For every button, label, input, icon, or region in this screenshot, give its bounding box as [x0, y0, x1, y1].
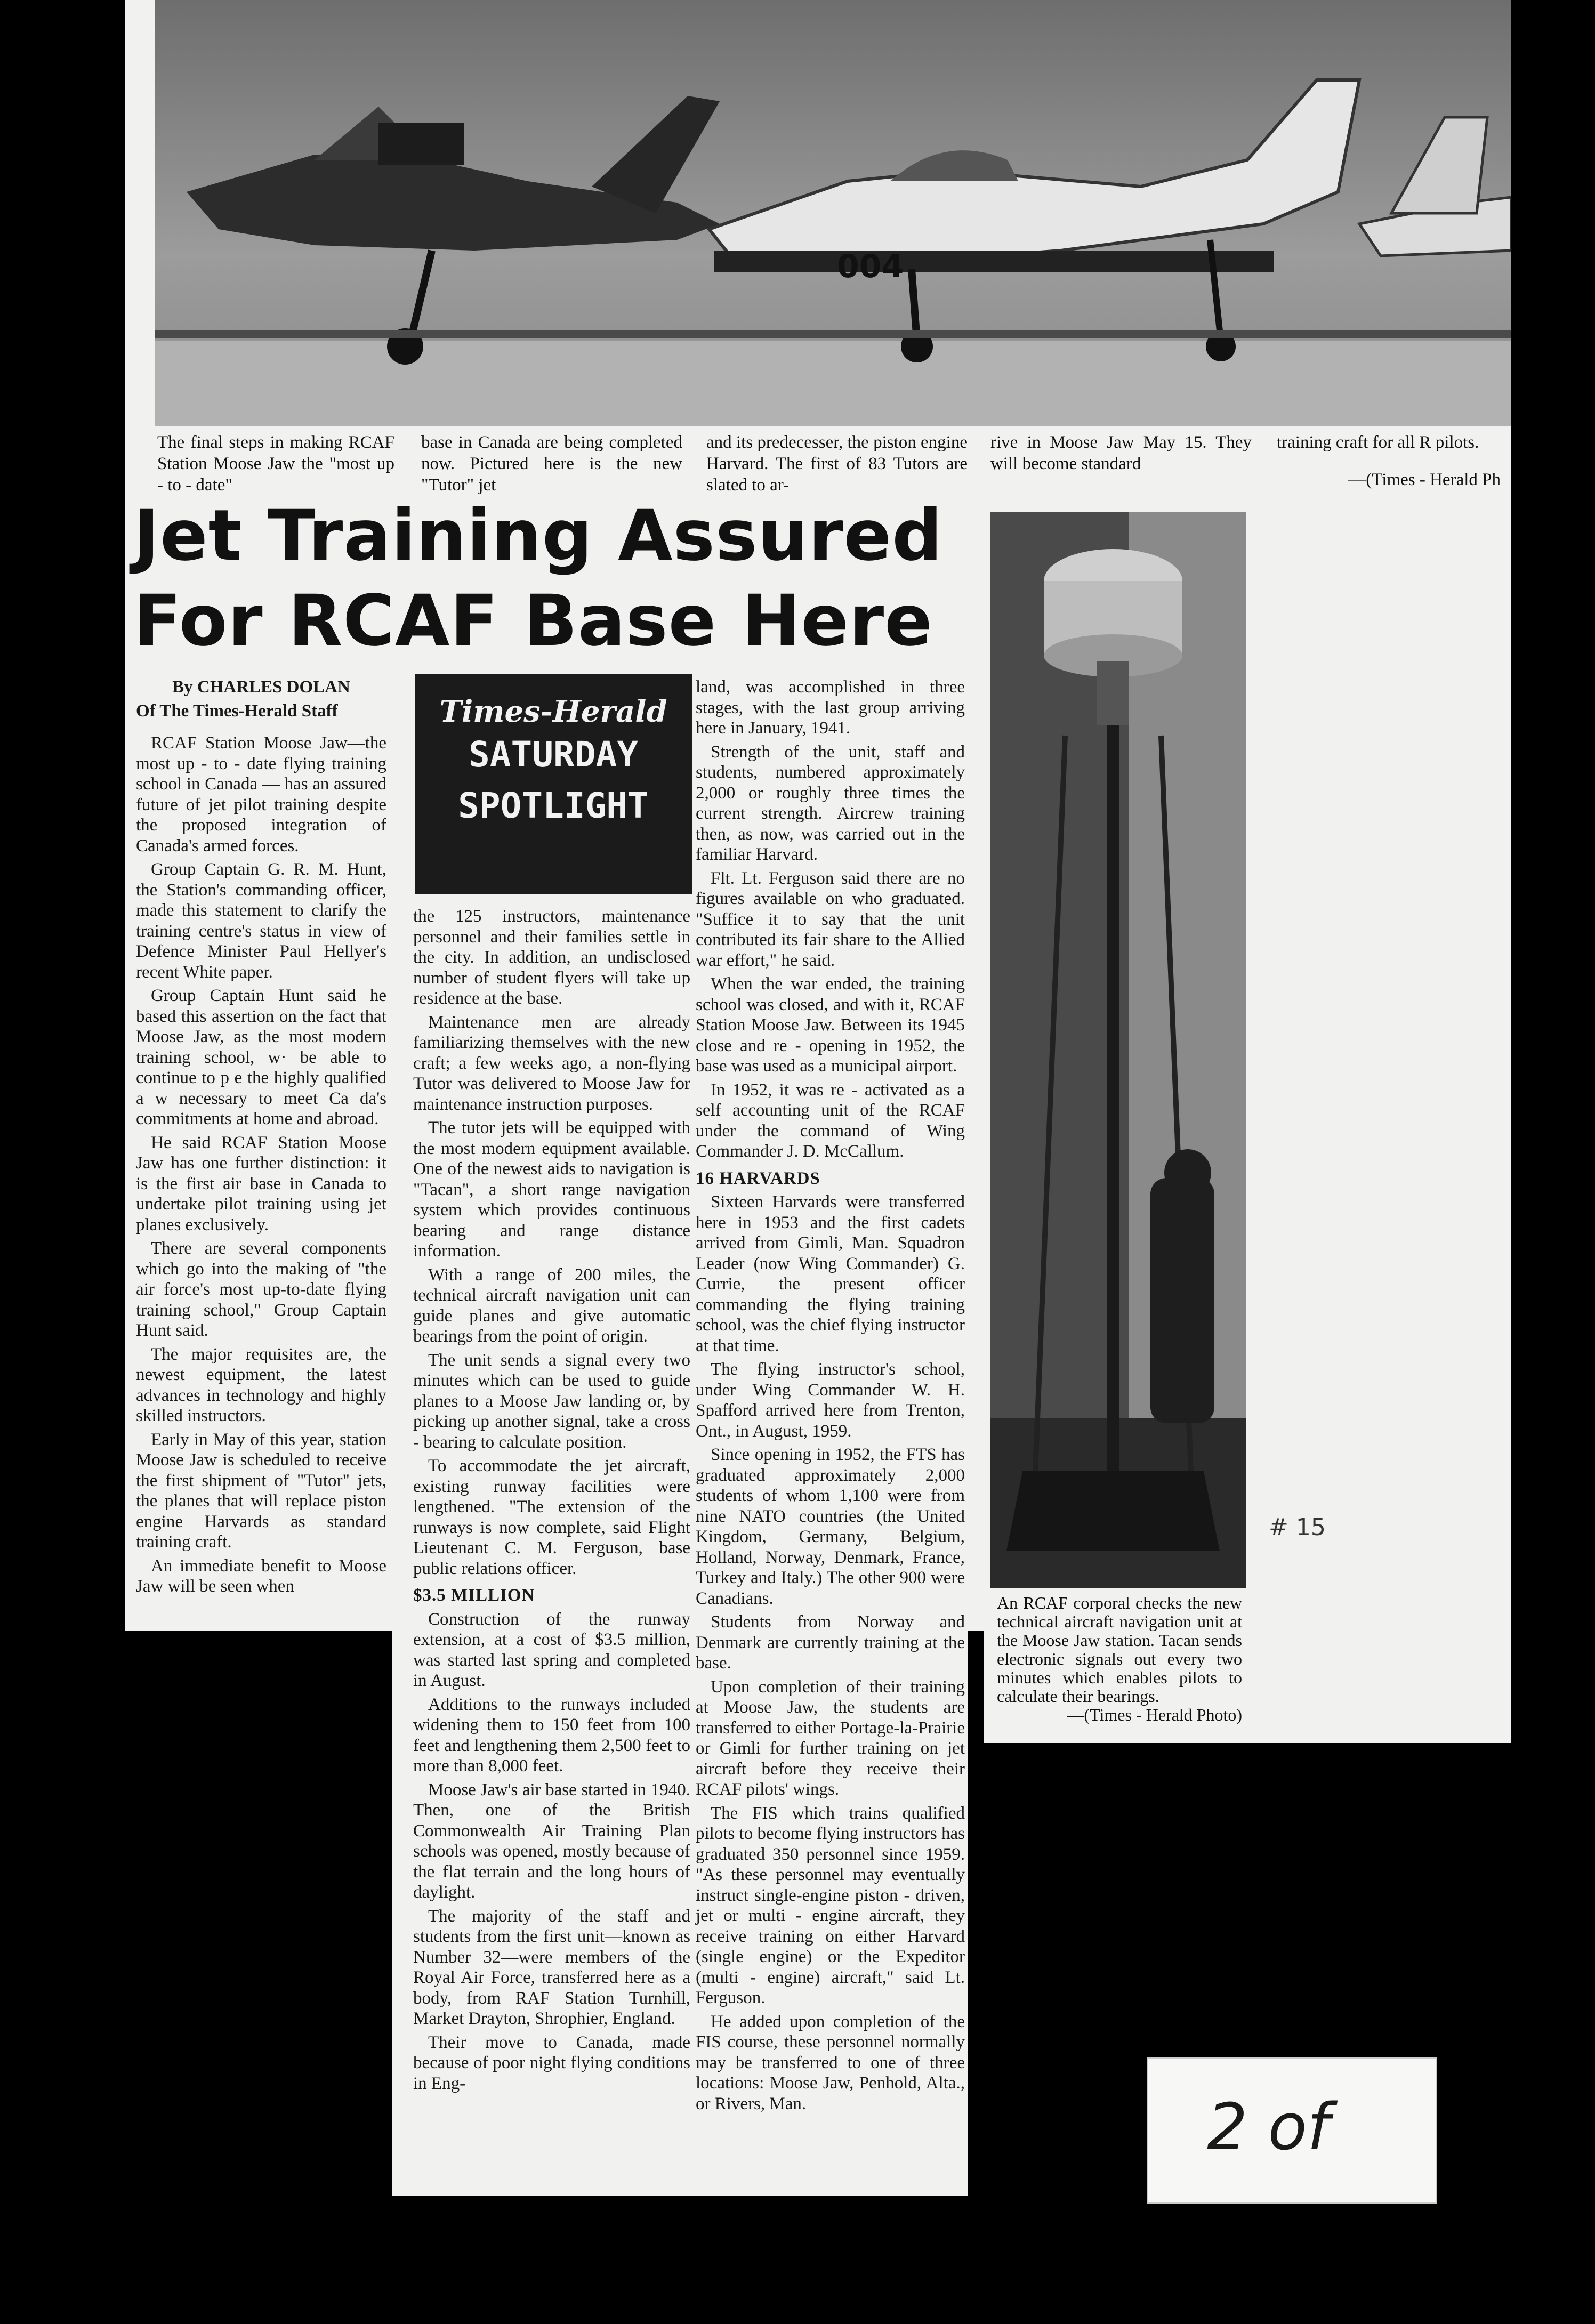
paragraph: The major requisites are, the newest equipment, the latest advances in technology and highly skilled instructors.: [136, 1344, 386, 1425]
paragraph: Maintenance men are already familiarizing themselves with the new craft; a few weeks ago, a non-flying Tutor was delivered to Moose Jaw for maintenance instruction purposes.: [413, 1012, 690, 1114]
paragraph: To accommodate the jet aircraft, existing runway facilities were lengthened. "The extension of the runways is now complete, said Flight Lieutenant C. M. Ferguson, base public relations officer.: [413, 1456, 690, 1578]
photo-caption-col-5: training craft for all R pilots.: [1277, 433, 1479, 452]
paragraph: Sixteen Harvards were transferred here in 1953 and the first cadets arrived from Gimli, Man. Squadron Leader (now Wing Commander) G. Currie, the present officer commanding the flying training school, was the chief flying instructor at that time.: [696, 1192, 965, 1355]
paragraph: With a range of 200 miles, the technical aircraft navigation unit can guide planes and give automatic bearings from the point of origin.: [413, 1265, 690, 1346]
paragraph: Their move to Canada, made because of poor night flying conditions in Eng-: [413, 2032, 690, 2093]
headline-line-2: For RCAF Base Here: [133, 580, 933, 662]
paragraph: Early in May of this year, station Moose Jaw is scheduled to receive the first shipment of "Tutor" jets, the planes that will replace piston engine Harvards as standard training craft.: [136, 1430, 386, 1552]
spotlight-box: [415, 674, 692, 894]
handwritten-note: # 15: [1269, 1514, 1326, 1541]
paragraph: The unit sends a signal every two minutes which can be used to guide planes to a Moose Jaw landing or, by picking up another signal, take a cross - bearing to calculate position.: [413, 1350, 690, 1452]
paragraph: land, was accomplished in three stages, with the last group arriving here in January, 1941.: [696, 677, 965, 738]
caption-text: An RCAF corporal checks the new technical aircraft navigation unit at the Moose Jaw station. Tacan sends electronic signals out every two minutes which enables pilots to calculate their bearings.: [997, 1593, 1242, 1706]
paragraph: Since opening in 1952, the FTS has graduated approximately 2,000 students of whom 1,100 were from nine NATO countries (the United Kingdom, Germany, Belgium, Holland, Norway, Denmark, France, Turkey and Italy.) The other 900 were Canadians.: [696, 1445, 965, 1608]
paragraph: The FIS which trains qualified pilots to become flying instructors has graduated 350 personnel since 1959. "As these personnel may eventually instruct single-engine piston - driven, jet or multi - engine aircraft, they receive training on either Harvard (single engine) or the Expeditor (multi - engine) aircraft," said Lt. Ferguson.: [696, 1803, 965, 2007]
headline-line-1: Jet Training Assured: [133, 495, 943, 577]
article-column-1: [136, 677, 386, 1600]
paragraph: the 125 instructors, maintenance personnel and their families settle in the city. In addition, an undisclosed number of student flyers will take up residence at the base.: [413, 907, 690, 1008]
paragraph: An immediate benefit to Moose Jaw will be seen when: [136, 1556, 386, 1596]
aircraft-photo: [155, 0, 1511, 426]
tail-number: 004: [837, 248, 904, 285]
paragraph: He said RCAF Station Moose Jaw has one further distinction: it is the first air base in Canada to undertake pilot training using jet planes exclusively.: [136, 1133, 386, 1234]
paragraph: There are several components which go into the making of "the air force's most up-to-date flying training school," Group Captain Hunt said.: [136, 1239, 386, 1340]
paragraph: The flying instructor's school, under Wing Commander W. H. Spafford arrived here from Trenton, Ont., in August, 1959.: [696, 1360, 965, 1441]
spotlight-line-2: SPOTLIGHT: [458, 785, 649, 826]
article-column-2: [413, 906, 690, 2097]
paragraph: Upon completion of their training at Moose Jaw, the students are transferred to either Portage-la-Prairie or Gimli for further training on jet aircraft before they receive their RCAF pilots' wings.: [696, 1677, 965, 1799]
article-column-3: [696, 677, 965, 2117]
paragraph: Additions to the runways included widening them to 150 feet from 100 feet and lengthening them 2,500 feet to more than 8,000 feet.: [413, 1694, 690, 1776]
page-marker-text: 2 of: [1207, 2091, 1330, 2165]
tacan-photo: [990, 512, 1246, 1588]
paragraph: In 1952, it was re - activated as a self accounting unit of the RCAF under the command of Wing Commander J. D. McCallum.: [696, 1080, 965, 1161]
photo-credit: —(Times - Herald Ph: [1348, 470, 1501, 489]
paragraph: Flt. Lt. Ferguson said there are no figures available on who graduated. "Suffice it to say that the unit contributed its fair share to the Allied war effort," he said.: [696, 868, 965, 970]
spotlight-line-1: SATURDAY: [469, 734, 638, 775]
subheading: $3.5 MILLION: [413, 1586, 535, 1605]
photo-caption-col-1: The final steps in making RCAF Station Moose Jaw the "most up - to - date": [157, 433, 394, 495]
photo-caption-col-2: base in Canada are being completed now. Pictured here is the new "Tutor" jet: [421, 433, 682, 495]
paragraph: Moose Jaw's air base started in 1940. Then, one of the British Commonwealth Air Training Plan schools was opened, mostly because of the flat terrain and the long hours of daylight.: [413, 1780, 690, 1902]
paragraph: Strength of the unit, staff and students, numbered approximately 2,000 or roughly three times the current strength. Aircrew training then, as now, was carried out in the familiar Harvard.: [696, 742, 965, 864]
subheading: 16 HARVARDS: [696, 1168, 820, 1188]
paragraph: RCAF Station Moose Jaw—the most up - to - date flying training school in Canada — has an assured future of jet pilot training despite the proposed integration of Canada's armed forces.: [136, 733, 386, 856]
tacan-photo-caption: [997, 1594, 1242, 1724]
paragraph: Construction of the runway extension, at a cost of $3.5 million, was started last spring and completed in August.: [413, 1609, 690, 1690]
photo-caption-col-4: rive in Moose Jaw May 15. They will become standard: [990, 433, 1252, 473]
paragraph: Group Captain G. R. M. Hunt, the Station's commanding officer, made this statement to clarify the training centre's status in view of Defence Minister Paul Hellyer's recent White paper.: [136, 860, 386, 982]
paragraph: Students from Norway and Denmark are currently training at the base.: [696, 1612, 965, 1673]
paragraph: The majority of the staff and students from the first unit—known as Number 32—were members of the Royal Air Force, transferred here as a body, from RAF Station Turnhill, Market Drayton, Shrophier, England.: [413, 1906, 690, 2028]
photo-caption-col-3: and its predecesser, the piston engine Harvard. The first of 83 Tutors are slated to ar-: [706, 433, 968, 495]
byline-staff: Of The Times-Herald Staff: [136, 701, 338, 721]
paragraph: The tutor jets will be equipped with the most modern equipment available. One of the newest aids to navigation is "Tacan", a short range navigation system which provides continuous bearing and range distance information.: [413, 1118, 690, 1261]
paragraph: When the war ended, the training school was closed, and with it, RCAF Station Moose Jaw. Between its 1945 close and re - opening in 1952, the base was used as a municipal airport.: [696, 974, 965, 1076]
page-marker-box: [1147, 2057, 1437, 2204]
caption-credit: —(Times - Herald Photo): [1067, 1705, 1242, 1724]
spotlight-masthead: Times-Herald: [439, 694, 667, 729]
headline: [133, 493, 997, 664]
paragraph: Group Captain Hunt said he based this assertion on the fact that Moose Jaw, as the most modern training school, w· be able to continue to p e the highly qualified a w necessary to meet Ca da's commitments at home and abroad.: [136, 986, 386, 1128]
byline-author: By CHARLES DOLAN: [172, 677, 350, 697]
paragraph: He added upon completion of the FIS course, these personnel normally may be transferred to one of three locations: Moose Jaw, Penhold, Alta., or Rivers, Man.: [696, 2012, 965, 2113]
